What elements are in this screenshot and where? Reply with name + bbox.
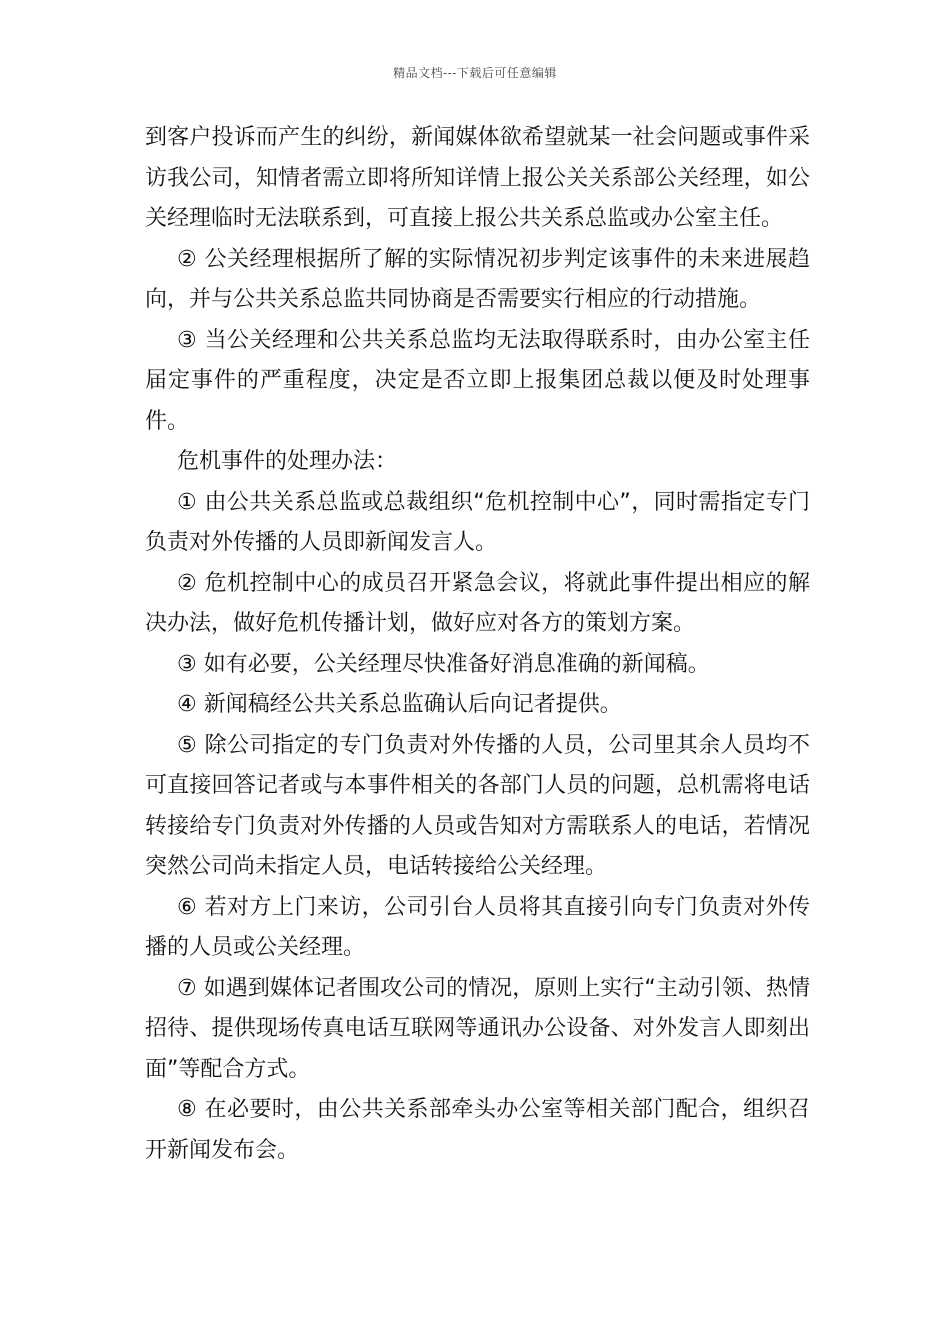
paragraph-crisis-item-5: ⑤ 除公司指定的专门负责对外传播的人员，公司里其余人员均不可直接回答记者或与本事件相关的各部门人员的问题，总机需将电话转接给专门负责对外传播的人员或告知对方需联系人的电话，若情况突然公司尚未指定人员，电话转接给公关经理。 (145, 732, 810, 879)
paragraph-item-2: ② 公关经理根据所了解的实际情况初步判定该事件的未来进展趋向，并与公共关系总监共同协商是否需要实行相应的行动措施。 (145, 246, 810, 312)
paragraph-crisis-item-6: ⑥ 若对方上门来访，公司引台人员将其直接引向专门负责对外传播的人员或公关经理。 (145, 894, 810, 960)
paragraph-item-3: ③ 当公关经理和公共关系总监均无法取得联系时，由办公室主任届定事件的严重程度，决定是否立即上报集团总裁以便及时处理事件。 (145, 327, 810, 434)
paragraph-continued: 到客户投诉而产生的纠纷，新闻媒体欲希望就某一社会问题或事件采访我公司，知情者需立即将所知详情上报公关关系部公关经理，如公关经理临时无法联系到，可直接上报公共关系总监或办公室主任。 (145, 125, 810, 231)
page-header: 精品文档---下载后可任意编辑 (393, 66, 557, 80)
paragraph-crisis-item-1: ① 由公共关系总监或总裁组织“危机控制中心”，同时需指定专门负责对外传播的人员即新闻发言人。 (145, 489, 810, 555)
paragraph-crisis-item-4: ④ 新闻稿经公共关系总监确认后向记者提供。 (177, 692, 622, 717)
document-body (145, 118, 810, 1171)
section-heading-crisis-handling: 危机事件的处理办法： (177, 449, 398, 474)
paragraph-crisis-item-3: ③ 如有必要，公关经理尽快准备好消息准确的新闻稿。 (177, 651, 710, 677)
paragraph-crisis-item-7: ⑦ 如遇到媒体记者围攻公司的情况，原则上实行“主动引领、热情招待、提供现场传真电话互联网等通讯办公设备、对外发言人即刻出面”等配合方式。 (145, 975, 810, 1082)
paragraph-crisis-item-8: ⑧ 在必要时，由公共关系部牵头办公室等相关部门配合，组织召开新闻发布会。 (145, 1097, 810, 1163)
paragraph-crisis-item-2: ② 危机控制中心的成员召开紧急会议，将就此事件提出相应的解决办法，做好危机传播计划，做好应对各方的策划方案。 (145, 570, 810, 636)
